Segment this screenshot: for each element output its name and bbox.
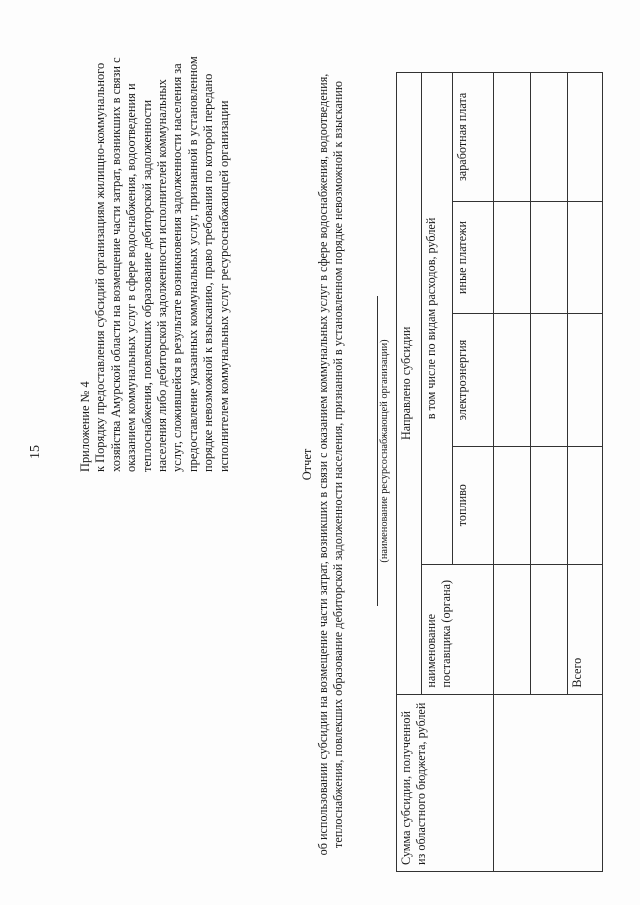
report-table xyxy=(396,72,603,872)
organization-caption: (наименование ресурсоснабжающей организации) xyxy=(377,296,390,606)
rotated-content xyxy=(78,57,628,872)
table-cell xyxy=(568,446,603,564)
table-cell xyxy=(531,446,568,564)
table-cell xyxy=(568,201,603,314)
report-subtitle: об использовании субсидии на возмещение части затрат, возникших в связи с оказанием коммунальных услуг в сфере водоснабжения, водоотведения, теплоснабжения, повлекших образование дебиторской задолженности населения, признанной в установленном порядке невозможной к взысканию xyxy=(316,73,346,856)
appendix-text: к Порядку предоставления субсидий организациям жилищно-коммунального хозяйства Амурской области на возмещение части затрат, возникших в связи с оказанием коммунальных услуг в сфере водоснабжения, водоотведения и теплоснабжения, повлекших образование дебиторской задолженности населения либо дебиторской задолженности исполнителей коммунальных услуг, сложившейся в результате возникновения задолженности населения за предоставление указанных коммунальных услуг, признанной в установленном порядке невозможной к взысканию, право требования по которой передано исполнителем коммунальных услуг ресурсоснабжающей организации xyxy=(93,56,231,472)
appendix-title: Приложение № 4 xyxy=(78,381,92,472)
header-fuel: топливо xyxy=(453,446,494,564)
table-cell xyxy=(531,564,568,694)
total-label: Всего xyxy=(568,564,603,694)
table-cell xyxy=(494,446,531,564)
header-by-type: в том числе по видам расходов, рублей xyxy=(422,73,453,565)
appendix-block xyxy=(78,52,232,472)
table-cell xyxy=(531,73,568,202)
table-cell xyxy=(494,201,531,314)
table-cell xyxy=(531,201,568,314)
header-electricity: электроэнергия xyxy=(453,314,494,446)
header-directed: Направлено субсидии xyxy=(397,73,422,695)
header-subsidy-sum: Сумма субсидии, полученной из областного бюджета, рублей xyxy=(397,694,494,871)
subsidy-sum-cell xyxy=(494,694,603,871)
table-cell xyxy=(494,314,531,446)
table-row xyxy=(494,73,531,872)
header-supplier: наименование поставщика (органа) xyxy=(422,564,494,694)
table-cell xyxy=(531,314,568,446)
table-cell xyxy=(494,73,531,202)
header-salary: заработная плата xyxy=(453,73,494,202)
table-cell xyxy=(568,314,603,446)
report-title: Отчет xyxy=(300,448,314,481)
page-number: 15 xyxy=(28,445,43,459)
header-other-payments: иные платежи xyxy=(453,201,494,314)
table-cell xyxy=(568,73,603,202)
table-cell xyxy=(494,564,531,694)
